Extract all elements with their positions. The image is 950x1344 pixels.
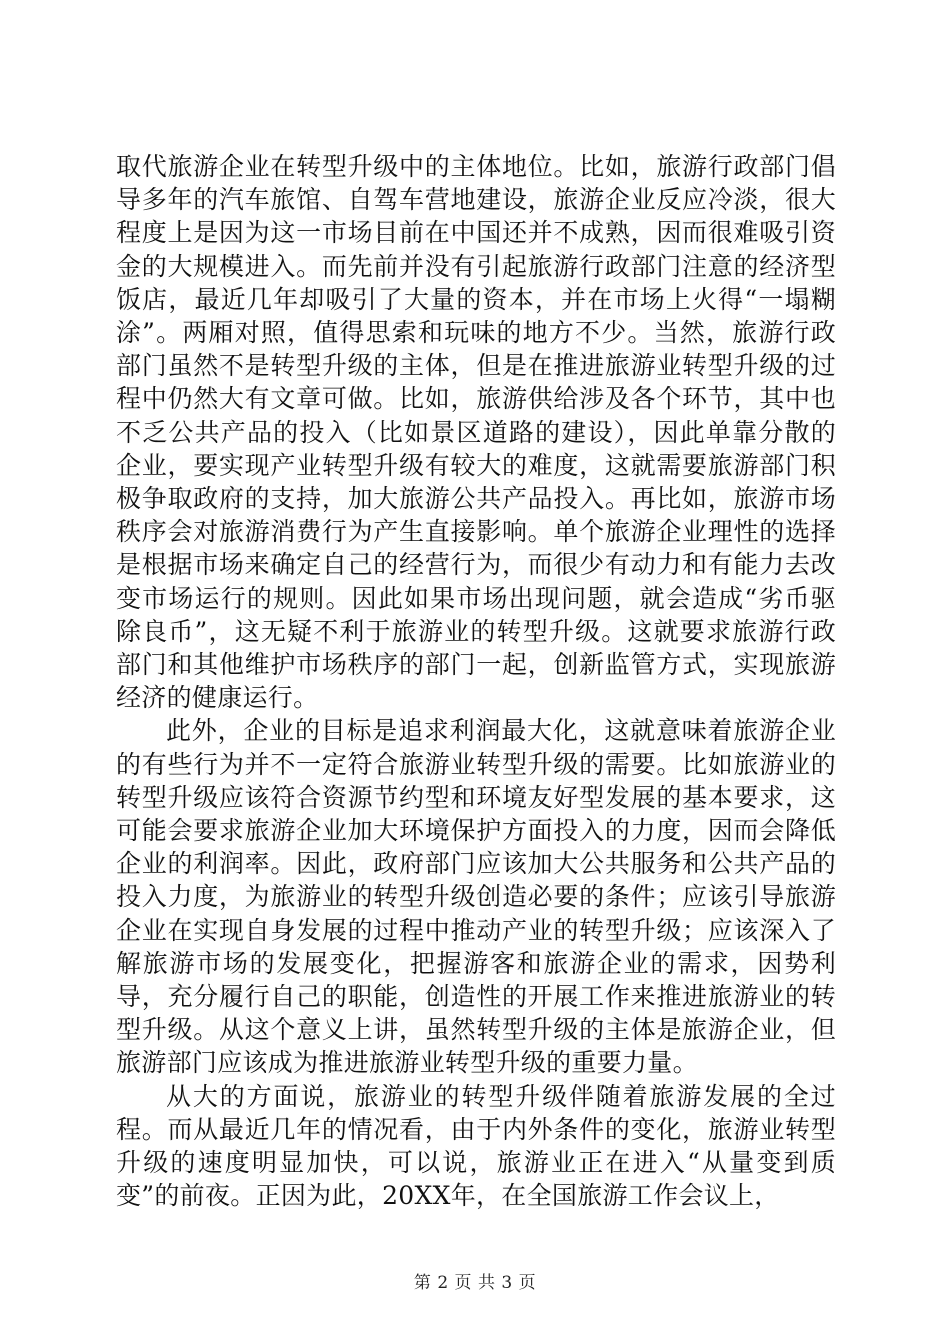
paragraph-2: 此外，企业的目标是追求利润最大化，这就意味着旅游企业的有些行为并不一定符合旅游业转型升级的需要。比如旅游业的转型升级应该符合资源节约型和环境友好型发展的基本要求，这可能会要求旅游企业加大环境保护方面投入的力度，因而会降低企业的利润率。因此，政府部门应该加大公共服务和公共产品的投入力度，为旅游业的转型升级创造必要的条件；应该引导旅游企业在实现自身发展的过程中推动产业的转型升级；应该深入了解旅游市场的发展变化，把握游客和旅游企业的需求，因势利导，充分履行自己的职能，创造性的开展工作来推进旅游业的转型升级。从这个意义上讲，虽然转型升级的主体是旅游企业，但旅游部门应该成为推进旅游业转型升级的重要力量。	[116, 716, 836, 1078]
document-body	[116, 150, 836, 1213]
page-number-footer: 第 2 页 共 3 页	[413, 1273, 537, 1293]
paragraph-1: 取代旅游企业在转型升级中的主体地位。比如，旅游行政部门倡导多年的汽车旅馆、自驾车营地建设，旅游企业反应冷淡，很大程度上是因为这一市场目前在中国还并不成熟，因而很难吸引资金的大规模进入。而先前并没有引起旅游行政部门注意的经济型饭店，最近几年却吸引了大量的资本，并在市场上火得“一塌糊涂”。两厢对照，值得思索和玩味的地方不少。当然，旅游行政部门虽然不是转型升级的主体，但是在推进旅游业转型升级的过程中仍然大有文章可做。比如，旅游供给涉及各个环节，其中也不乏公共产品的投入（比如景区道路的建设），因此单靠分散的企业，要实现产业转型升级有较大的难度，这就需要旅游部门积极争取政府的支持，加大旅游公共产品投入。再比如，旅游市场秩序会对旅游消费行为产生直接影响。单个旅游企业理性的选择是根据市场来确定自己的经营行为，而很少有动力和有能力去改变市场运行的规则。因此如果市场出现问题，就会造成“劣币驱除良币”，这无疑不利于旅游业的转型升级。这就要求旅游行政部门和其他维护市场秩序的部门一起，创新监管方式，实现旅游经济的健康运行。	[116, 152, 836, 713]
paragraph-3: 从大的方面说，旅游业的转型升级伴随着旅游发展的全过程。而从最近几年的情况看，由于内外条件的变化，旅游业转型升级的速度明显加快，可以说，旅游业正在进入“从量变到质变”的前夜。正因为此，20XX年，在全国旅游工作会议上，	[116, 1081, 836, 1211]
